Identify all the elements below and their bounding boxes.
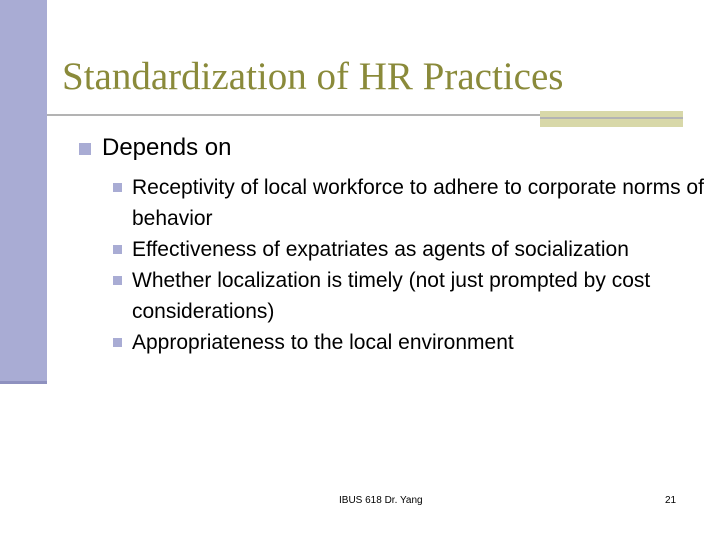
square-bullet-icon	[113, 183, 122, 192]
sub-bullet-text: Whether localization is timely (not just prompted by cost considerations)	[132, 269, 651, 323]
sub-bullet-text: Effectiveness of expatriates as agents of socialization	[132, 238, 629, 261]
square-bullet-icon	[79, 143, 91, 155]
square-bullet-icon	[113, 276, 122, 285]
left-accent-bar-edge	[0, 381, 47, 384]
footer-page-number: 21	[665, 495, 677, 506]
sub-bullet-item	[113, 327, 713, 358]
square-bullet-icon	[113, 338, 122, 347]
title-divider-accent-line	[540, 117, 683, 119]
sub-bullet-list	[113, 172, 713, 358]
square-bullet-icon	[113, 245, 122, 254]
title-divider-accent	[540, 111, 683, 127]
sub-bullet-text: Receptivity of local workforce to adhere to corporate norms of behavior	[132, 176, 704, 230]
slide-title: Standardization of HR Practices	[62, 55, 564, 98]
left-accent-bar	[0, 0, 47, 383]
footer-course-label: IBUS 618 Dr. Yang	[339, 495, 423, 506]
sub-bullet-item	[113, 234, 713, 265]
sub-bullet-item	[113, 265, 713, 327]
sub-bullet-item	[113, 172, 713, 234]
sub-bullet-text: Appropriateness to the local environment	[132, 331, 514, 354]
bullet-level1-text: Depends on	[102, 134, 232, 161]
